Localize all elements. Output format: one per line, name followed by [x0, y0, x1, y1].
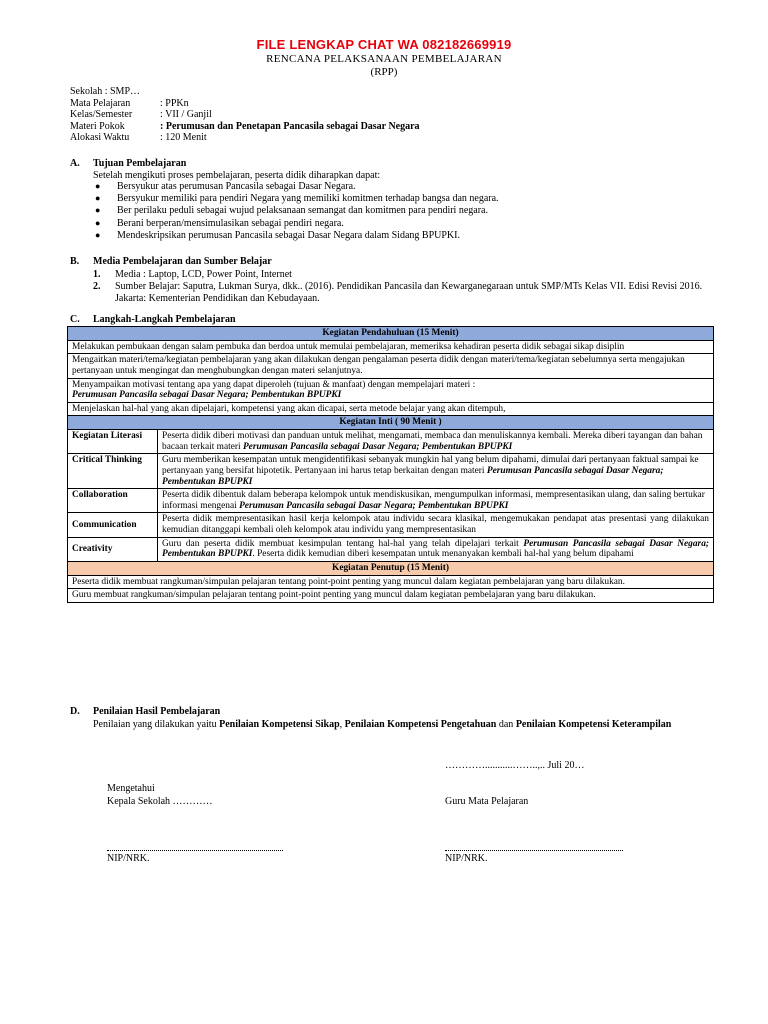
identity-value: : Perumusan dan Penetapan Pancasila sebagai Dasar Negara [160, 120, 420, 132]
section-d [70, 706, 715, 730]
promo-contact-banner: FILE LENGKAP CHAT WA 082182669919 [256, 37, 512, 52]
list-item: ● Bersyukur memiliki para pendiri Negara yang memiliki komitmen terhadap bangsa dan negara. [95, 193, 499, 205]
section-b-heading [70, 256, 720, 268]
section-title: Tujuan Pembelajaran [93, 158, 187, 169]
row-label: Communication [68, 513, 158, 537]
bullet-icon: ● [95, 205, 101, 216]
identity-label: Alokasi Waktu [70, 132, 130, 143]
list-item: ● Mendeskripsikan perumusan Pancasila sebagai Dasar Negara dalam Sidang BPUPKI. [95, 229, 460, 241]
row-label: Creativity [68, 537, 158, 561]
table-row: Peserta didik membuat rangkuman/simpulan pelajaran tentang point-point penting yang muncul dalam kegiatan pembelajaran yang baru dilakukan. [68, 575, 714, 589]
section-letter: C. [70, 314, 80, 325]
identity-label: Mata Pelajaran [70, 97, 131, 109]
table-header-row [68, 416, 714, 430]
signature-line-left [107, 840, 283, 851]
section-d-text: Penilaian yang dilakukan yaitu Penilaian Kompetensi Sikap, Penilaian Kompetensi Pengetahuan dan Penilaian Kompetensi Keterampilan [93, 718, 672, 730]
bullet-icon: ● [95, 181, 101, 191]
section-a-heading [70, 158, 710, 170]
table-row: Guru membuat rangkuman/simpulan pelajaran tentang point-point penting yang muncul dalam kegiatan pembelajaran yang baru dilakukan. [68, 589, 714, 603]
bullet-icon: ● [95, 193, 101, 204]
list-item: 1. Media : Laptop, LCD, Power Point, Internet [93, 268, 292, 280]
section-c-heading [70, 314, 236, 326]
section-c [70, 314, 236, 326]
learning-steps-table [67, 326, 714, 603]
section-a [70, 158, 710, 242]
section-title: Langkah-Langkah Pembelajaran [93, 314, 236, 325]
list-item: ● Bersyukur atas perumusan Pancasila sebagai Dasar Negara. [95, 181, 356, 192]
bullet-icon: ● [95, 229, 101, 240]
table-cell: Guru memberikan kesempatan untuk mengidentifikasi sebanyak mungkin hal yang belum dipahami, dimulai dari pertanyaan faktual sampai ke pertanyaan yang bersifat hipotetik. Pertanyaan ini harus tetap berkaitan dengan materi Perumusan Pancasila sebagai Dasar Negara; Pembentukan BPUPKI [158, 454, 714, 489]
nip-right: NIP/NRK. [445, 853, 488, 864]
table-row [68, 378, 714, 402]
row-label: Critical Thinking [68, 454, 158, 489]
list-item: ● Ber perilaku peduli sebagai wujud pelaksanaan semangat dan komitmen para pendiri negara. [95, 205, 488, 217]
table-row [68, 430, 714, 454]
section-letter: D. [70, 706, 80, 717]
document-subtitle: (RPP) [370, 66, 398, 78]
identity-block [70, 86, 420, 144]
signature-left-title: Kepala Sekolah ………… [107, 796, 213, 807]
section-d-heading [70, 706, 715, 718]
list-item: 2. Sumber Belajar: Saputra, Lukman Surya, dkk.. (2016). Pendidikan Pancasila dan Kewarganegaraan untuk SMP/MTs Kelas VII. Edisi Revisi 2016. Jakarta: Kementerian Pendidikan dan Kebudayaan. [93, 281, 703, 304]
list-item: ● Berani berperan/mensimulasikan sebagai pendiri negara. [95, 217, 344, 229]
row-label: Kegiatan Literasi [68, 430, 158, 454]
identity-value: : VII / Ganjil [160, 109, 212, 120]
table-cell: Peserta didik dibentuk dalam beberapa kelompok untuk mendiskusikan, mengumpulkan informasi, mempresentasikan ulang, dan saling bertukar informasi mengenai Perumusan Pancasila sebagai Dasar Negara; Pembentukan BPUPKI [158, 489, 714, 513]
table-row: Menjelaskan hal-hal yang akan dipelajari, kompetensi yang akan dicapai, serta metode belajar yang akan ditempuh, [68, 402, 714, 416]
nip-left: NIP/NRK. [107, 853, 150, 864]
bullet-icon: ● [95, 217, 101, 228]
signature-date: …………...........……..,.. Juli 20… [445, 760, 585, 771]
table-header: Kegiatan Pendahuluan (15 Menit) [68, 327, 714, 341]
table-row [68, 513, 714, 537]
document-title: RENCANA PELAKSANAAN PEMBELAJARAN [266, 53, 502, 65]
table-row: Mengaitkan materi/tema/kegiatan pembelajaran yang akan dilakukan dengan pengalaman peserta didik dengan materi/tema/kegiatan sebelumnya serta mengajukan pertanyaan untuk mengingat dan menghubungkan dengan materi selanjutnya. [68, 354, 714, 378]
table-cell: Peserta didik diberi motivasi dan panduan untuk melihat, mengamati, membaca dan menuliskannya kembali. Mereka diberi tayangan dan bahan bacaan terkait materi Perumusan Pancasila sebagai Dasar Negara; Pembentukan BPUPKI [158, 430, 714, 454]
list-number: 1. [93, 268, 101, 280]
identity-label: Kelas/Semester [70, 109, 133, 120]
table-cell: Guru dan peserta didik membuat kesimpulan tentang hal-hal yang telah dipelajari terkait Perumusan Pancasila sebagai Dasar Negara; Pembentukan BPUPKI. Peserta didik kemudian diberi kesempatan untuk menanyakan kembali hal-hal yang belum dipahami [158, 537, 714, 561]
identity-value: : PPKn [160, 97, 189, 109]
section-title: Media Pembelajaran dan Sumber Belajar [93, 256, 272, 267]
row-label: Collaboration [68, 489, 158, 513]
identity-row-class [70, 109, 420, 121]
identity-row-subject [70, 98, 420, 110]
signature-left-label: Mengetahui [107, 783, 155, 794]
section-letter: B. [70, 256, 80, 267]
table-header: Kegiatan Penutup (15 Menit) [68, 561, 714, 575]
table-row [68, 454, 714, 489]
identity-row-topic [70, 121, 420, 133]
table-header-row [68, 327, 714, 341]
identity-value: : 120 Menit [160, 132, 207, 143]
section-letter: A. [70, 158, 80, 169]
signature-line-right [445, 840, 623, 851]
table-row [68, 489, 714, 513]
identity-row-school [70, 86, 420, 98]
identity-label: Materi Pokok [70, 120, 125, 132]
section-b [70, 256, 720, 304]
identity-label: Sekolah : SMP… [70, 86, 141, 97]
table-header-row [68, 561, 714, 575]
table-row: Melakukan pembukaan dengan salam pembuka dan berdoa untuk memulai pembelajaran, memeriksa kehadiran peserta didik sebagai sikap disiplin [68, 340, 714, 354]
table-cell: Menyampaikan motivasi tentang apa yang dapat diperoleh (tujuan & manfaat) dengan mempelajari materi : Perumusan Pancasila sebagai Dasar Negara; Pembentukan BPUPKI [68, 378, 714, 402]
list-number: 2. [93, 281, 101, 292]
identity-row-time [70, 132, 420, 144]
table-row [68, 537, 714, 561]
signature-right-title: Guru Mata Pelajaran [445, 796, 529, 807]
table-cell: Peserta didik mempresentasikan hasil kerja kelompok atau individu secara klasikal, mengemukakan pendapat atas presentasi yang dilakukan kemudian ditanggapi kembali oleh kelompok atau individu yang mempresentasikan [158, 513, 714, 537]
section-title: Penilaian Hasil Pembelajaran [93, 706, 221, 717]
section-a-intro: Setelah mengikuti proses pembelajaran, peserta didik diharapkan dapat: [93, 169, 381, 181]
table-header: Kegiatan Inti ( 90 Menit ) [68, 416, 714, 430]
